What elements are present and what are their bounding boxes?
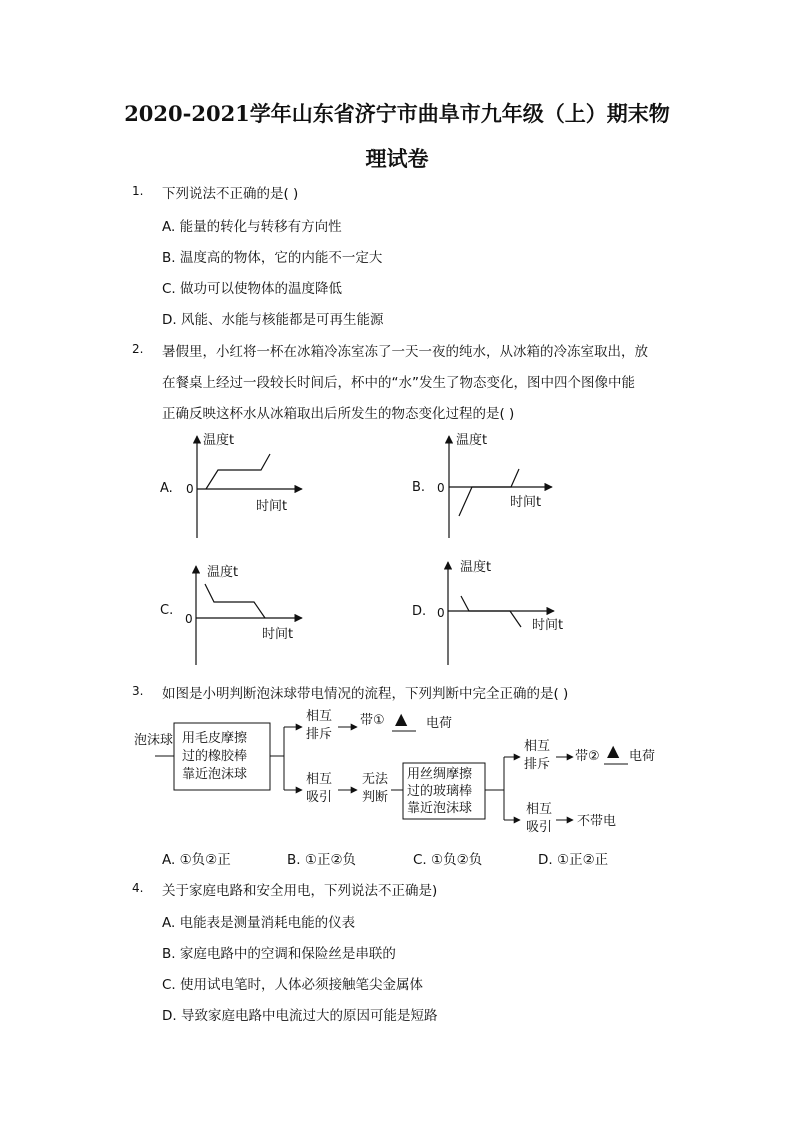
flowchart [134,708,655,835]
flow-start-label: 泡沫球 [134,733,174,748]
graph-b [412,432,552,538]
question-stem-line2: 在餐桌上经过一段较长时间后，杯中的“水”发生了物态变化，图中四个图像中能 [162,375,635,391]
question-stem-line1: 暑假里，小红将一杯在冰箱冷冻室冻了一天一夜的纯水，从冰箱的冷冻室取出，放 [162,344,648,360]
result2-prefix: 带② [575,749,600,764]
option-a: A. 电能表是测量消耗电能的仪表 [162,915,356,931]
origin-label: 0 [437,606,445,620]
y-axis-label: 温度t [460,560,492,575]
graph-option-label: D. [412,604,427,619]
x-axis-label: 时间t [262,627,294,642]
option-c: C. 做功可以使物体的温度降低 [162,281,343,297]
result3-label: 不带电 [577,814,617,829]
attract1-line1: 相互 [306,772,333,787]
origin-label: 0 [185,612,193,626]
graph-option-label: B. [412,480,426,495]
question-stem-line3: 正确反映这杯水从冰箱取出后所发生的物态变化过程的是( ) [162,406,515,422]
box2-line3: 靠近泡沫球 [407,801,473,816]
cannot-line1: 无法 [362,772,389,787]
graph-d [412,559,563,665]
graph-option-label: A. [160,481,173,496]
x-axis-label: 时间t [532,618,564,633]
repel2-line1: 相互 [524,739,551,754]
graph-option-label: C. [160,603,174,618]
question-stem: 下列说法不正确的是( ) [162,186,299,202]
result2-suffix: 电荷 [629,749,656,764]
origin-label: 0 [186,482,194,496]
question-stem: 如图是小明判断泡沫球带电情况的流程，下列判断中完全正确的是( ) [162,686,569,702]
option-b: B. ①正②负 [287,852,357,868]
option-d: D. ①正②正 [538,852,609,868]
repel1-line2: 排斥 [306,727,333,742]
cannot-line2: 判断 [362,790,389,805]
option-d: D. 风能、水能与核能都是可再生能源 [162,312,384,328]
attract2-line1: 相互 [526,802,553,817]
repel2-line2: 排斥 [524,757,551,772]
page-title-line1: 2020-2021学年山东省济宁市曲阜市九年级（上）期末物 [124,101,670,126]
box2-line2: 过的玻璃棒 [407,784,473,799]
box2-line1: 用丝绸摩擦 [407,767,473,782]
temperature-curve [205,584,265,618]
box1-line1: 用毛皮摩擦 [182,731,248,746]
graph-a [160,432,302,538]
box1-line2: 过的橡胶棒 [182,749,248,764]
attract1-line2: 吸引 [306,790,333,805]
x-axis-label: 时间t [510,495,542,510]
page-title-line2: 理试卷 [365,146,429,171]
y-axis-label: 温度t [203,433,235,448]
option-c: C. ①负②负 [413,852,483,868]
option-c: C. 使用试电笔时，人体必须接触笔尖金属体 [162,977,424,993]
temperature-curve [206,454,270,489]
question-number: 1. [132,184,144,198]
graph-c [160,564,302,665]
result1-suffix: 电荷 [426,716,453,731]
triangle-marker: ▲ [607,741,620,760]
y-axis-label: 温度t [207,565,239,580]
repel1-line1: 相互 [306,709,333,724]
option-b: B. 温度高的物体，它的内能不一定大 [162,250,383,266]
option-b: B. 家庭电路中的空调和保险丝是串联的 [162,946,396,962]
attract2-line2: 吸引 [526,820,553,835]
x-axis-label: 时间t [256,499,288,514]
triangle-marker: ▲ [395,709,408,728]
option-a: A. ①负②正 [162,852,231,868]
box1-line3: 靠近泡沫球 [182,767,248,782]
question-stem: 关于家庭电路和安全用电，下列说法不正确是) [162,883,438,899]
result1-prefix: 带① [360,713,385,728]
option-d: D. 导致家庭电路中电流过大的原因可能是短路 [162,1008,438,1024]
question-number: 2. [132,342,144,356]
origin-label: 0 [437,481,445,495]
y-axis-label: 温度t [456,433,488,448]
question-number: 3. [132,684,144,698]
option-a: A. 能量的转化与转移有方向性 [162,219,342,235]
question-number: 4. [132,881,144,895]
